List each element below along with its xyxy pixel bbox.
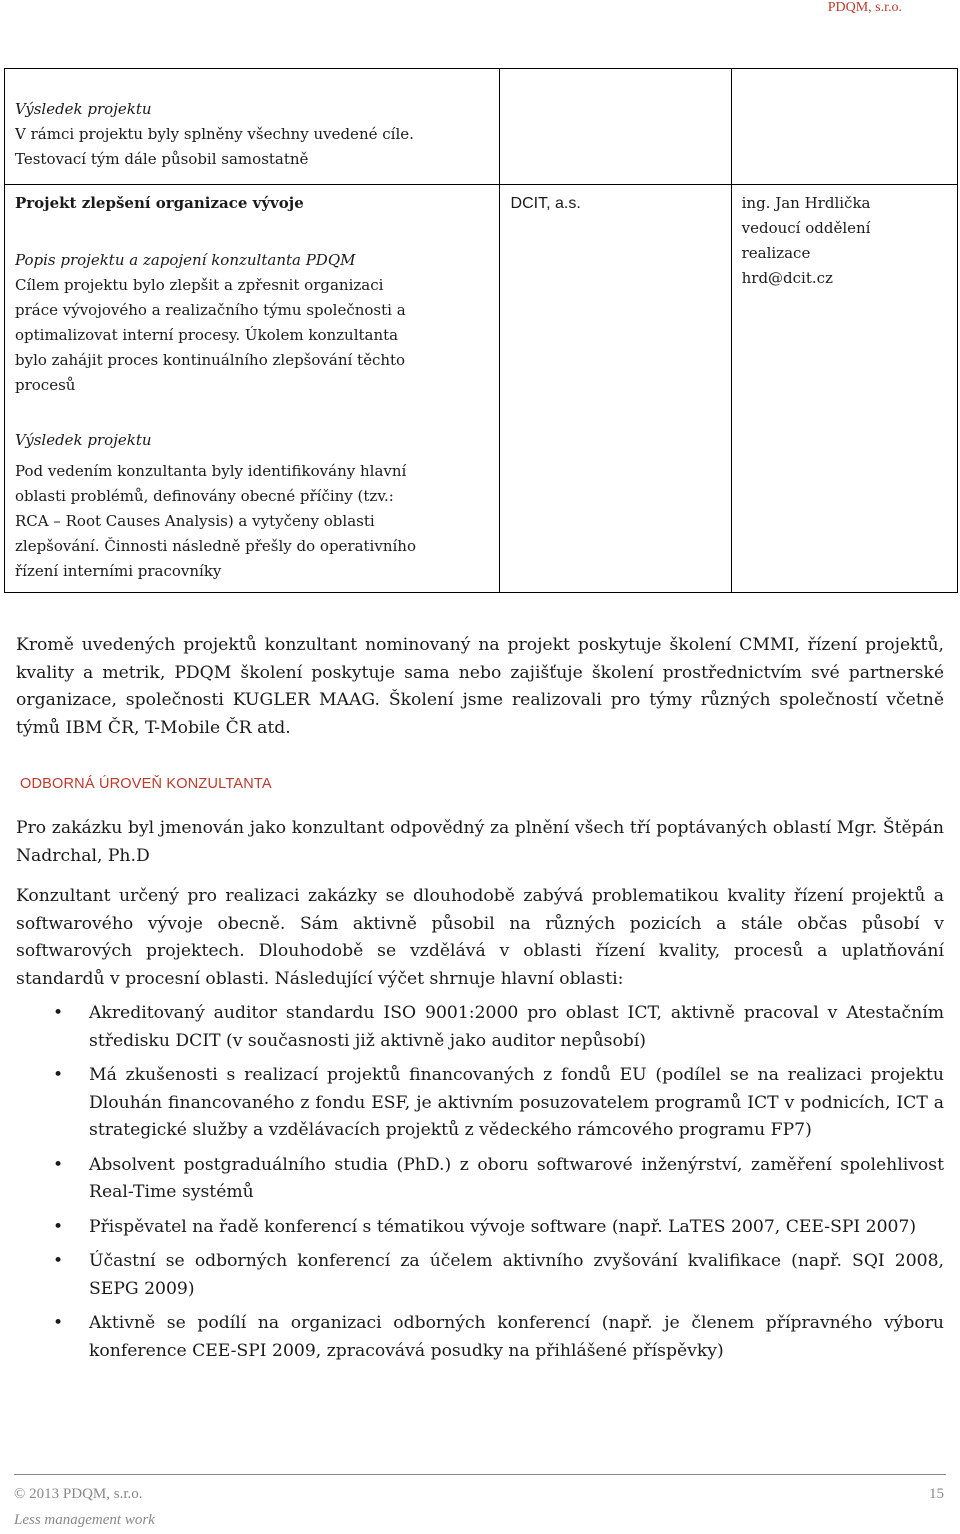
result-heading: Výsledek projektu bbox=[15, 431, 152, 449]
client-cell bbox=[499, 69, 731, 185]
description-line: procesů bbox=[15, 376, 76, 394]
project-title: Projekt zlepšení organizace vývoje bbox=[15, 194, 304, 212]
bullet-icon: • bbox=[53, 1216, 64, 1237]
training-paragraph: Kromě uvedených projektů konzultant nominovaný na projekt poskytuje školení CMMI, řízení projektů, kvality a metrik, PDQM školení poskytuje sama nebo zajišťuje školení prostřednictvím své partnerské organizace, společnosti KUGLER MAAG. Školení jsme realizovali pro týmy různých společností včetně týmů IBM ČR, T-Mobile ČR atd. bbox=[16, 635, 944, 738]
bullet-icon: • bbox=[53, 1251, 64, 1271]
list-item bbox=[16, 1310, 944, 1365]
header-company: PDQM, s.r.o. bbox=[827, 0, 902, 15]
list-item bbox=[16, 1248, 944, 1303]
result-line: oblasti problémů, definovány obecné příčiny (tzv.: bbox=[15, 487, 394, 505]
project-cell bbox=[5, 185, 500, 593]
bullet-icon: • bbox=[53, 1003, 64, 1023]
contact-cell bbox=[731, 69, 957, 185]
experience-list bbox=[16, 1000, 944, 1372]
result-line: zlepšování. Činnosti následně přešly do operativního bbox=[15, 537, 416, 555]
footer-tagline: Less management work bbox=[14, 1512, 155, 1528]
result-heading: Výsledek projektu bbox=[15, 100, 152, 118]
list-item-text: Přispěvatel na řadě konferencí s tématikou vývoje software (např. LaTES 2007, CEE-SPI 2007) bbox=[89, 1216, 917, 1237]
description-line: práce vývojového a realizačního týmu společnosti a bbox=[15, 301, 406, 319]
list-item bbox=[16, 1214, 944, 1242]
list-item-text: Akreditovaný auditor standardu ISO 9001:2000 pro oblast ICT, aktivně pracoval v Atestačním středisku DCIT (v současnosti již aktivně jako auditor nepůsobí) bbox=[89, 1003, 944, 1051]
description-line: bylo zahájit proces kontinuálního zlepšování těchto bbox=[15, 351, 406, 369]
result-line: Pod vedením konzultanta byly identifikovány hlavní bbox=[15, 462, 407, 480]
project-cell bbox=[5, 69, 500, 185]
list-item bbox=[16, 1000, 944, 1055]
contact-role: vedoucí oddělení bbox=[741, 219, 871, 237]
list-item bbox=[16, 1152, 944, 1207]
table-row bbox=[5, 185, 958, 593]
footer-copyright: © 2013 PDQM, s.r.o. bbox=[14, 1486, 143, 1502]
description-heading: Popis projektu a zapojení konzultanta PDQM bbox=[15, 251, 356, 269]
contact-cell bbox=[731, 185, 957, 593]
result-line: řízení interními pracovníky bbox=[15, 562, 222, 580]
contact-role: realizace bbox=[741, 244, 811, 262]
bullet-icon: • bbox=[53, 1313, 64, 1333]
result-line: V rámci projektu byly splněny všechny uvedené cíle. bbox=[15, 125, 414, 143]
result-line: RCA – Root Causes Analysis) a vytyčeny oblasti bbox=[15, 512, 375, 530]
bullet-icon: • bbox=[53, 1154, 64, 1175]
appointed-paragraph: Pro zakázku byl jmenován jako konzultant odpovědný za plnění všech tří poptávaných oblastí Mgr. Štěpán Nadrchal, Ph.D bbox=[16, 818, 944, 866]
result-line: Testovací tým dále působil samostatně bbox=[15, 150, 309, 168]
list-item-text: Má zkušenosti s realizací projektů financovaných z fondů EU (podílel se na realizaci projektu Dlouhán financovaného z fondu ESF, je aktivním posuzovatelem programů ICT v podnicích, ICT a strategické služby a vzdělávacích projektů z vědeckého rámcového programu FP7) bbox=[89, 1065, 944, 1140]
experience-paragraph: Konzultant určený pro realizaci zakázky se dlouhodobě zabývá problematikou kvality řízení projektů a softwarového vývoje obecně. Sám aktivně působil na různých pozicích a stále občas působí v softwarových projektech. Dlouhodobě se vzdělává v oblasti řízení kvality, procesů a uplatňování standardů v procesní oblasti. Následující výčet shrnuje hlavní oblasti: bbox=[16, 886, 944, 989]
contact-email: hrd@dcit.cz bbox=[741, 269, 833, 287]
table-row bbox=[5, 69, 958, 185]
client-name: DCIT, a.s. bbox=[510, 195, 581, 212]
list-item bbox=[16, 1062, 944, 1145]
footer-divider bbox=[14, 1474, 946, 1475]
list-item-text: Aktivně se podílí na organizaci odborných konferencí (např. je členem přípravného výboru konference CEE-SPI 2009, zpracovává posudky na přihlášené příspěvky) bbox=[89, 1313, 944, 1361]
contact-name: ing. Jan Hrdlička bbox=[741, 194, 871, 212]
list-item-text: Absolvent postgraduálního studia (PhD.) z oboru softwarové inženýrství, zaměření spolehlivost Real-Time systémů bbox=[89, 1154, 944, 1202]
client-cell bbox=[499, 185, 731, 593]
description-line: Cílem projektu bylo zlepšit a zpřesnit organizaci bbox=[15, 276, 384, 294]
description-line: optimalizovat interní procesy. Úkolem konzultanta bbox=[15, 326, 399, 344]
footer-page-number: 15 bbox=[929, 1486, 944, 1502]
list-item-text: Účastní se odborných konferencí za účelem aktivního zvyšování kvalifikace (např. SQI 2008, SEPG 2009) bbox=[89, 1251, 944, 1299]
section-heading: ODBORNÁ ÚROVEŇ KONZULTANTA bbox=[20, 776, 272, 792]
project-table bbox=[4, 68, 958, 593]
bullet-icon: • bbox=[53, 1065, 64, 1085]
